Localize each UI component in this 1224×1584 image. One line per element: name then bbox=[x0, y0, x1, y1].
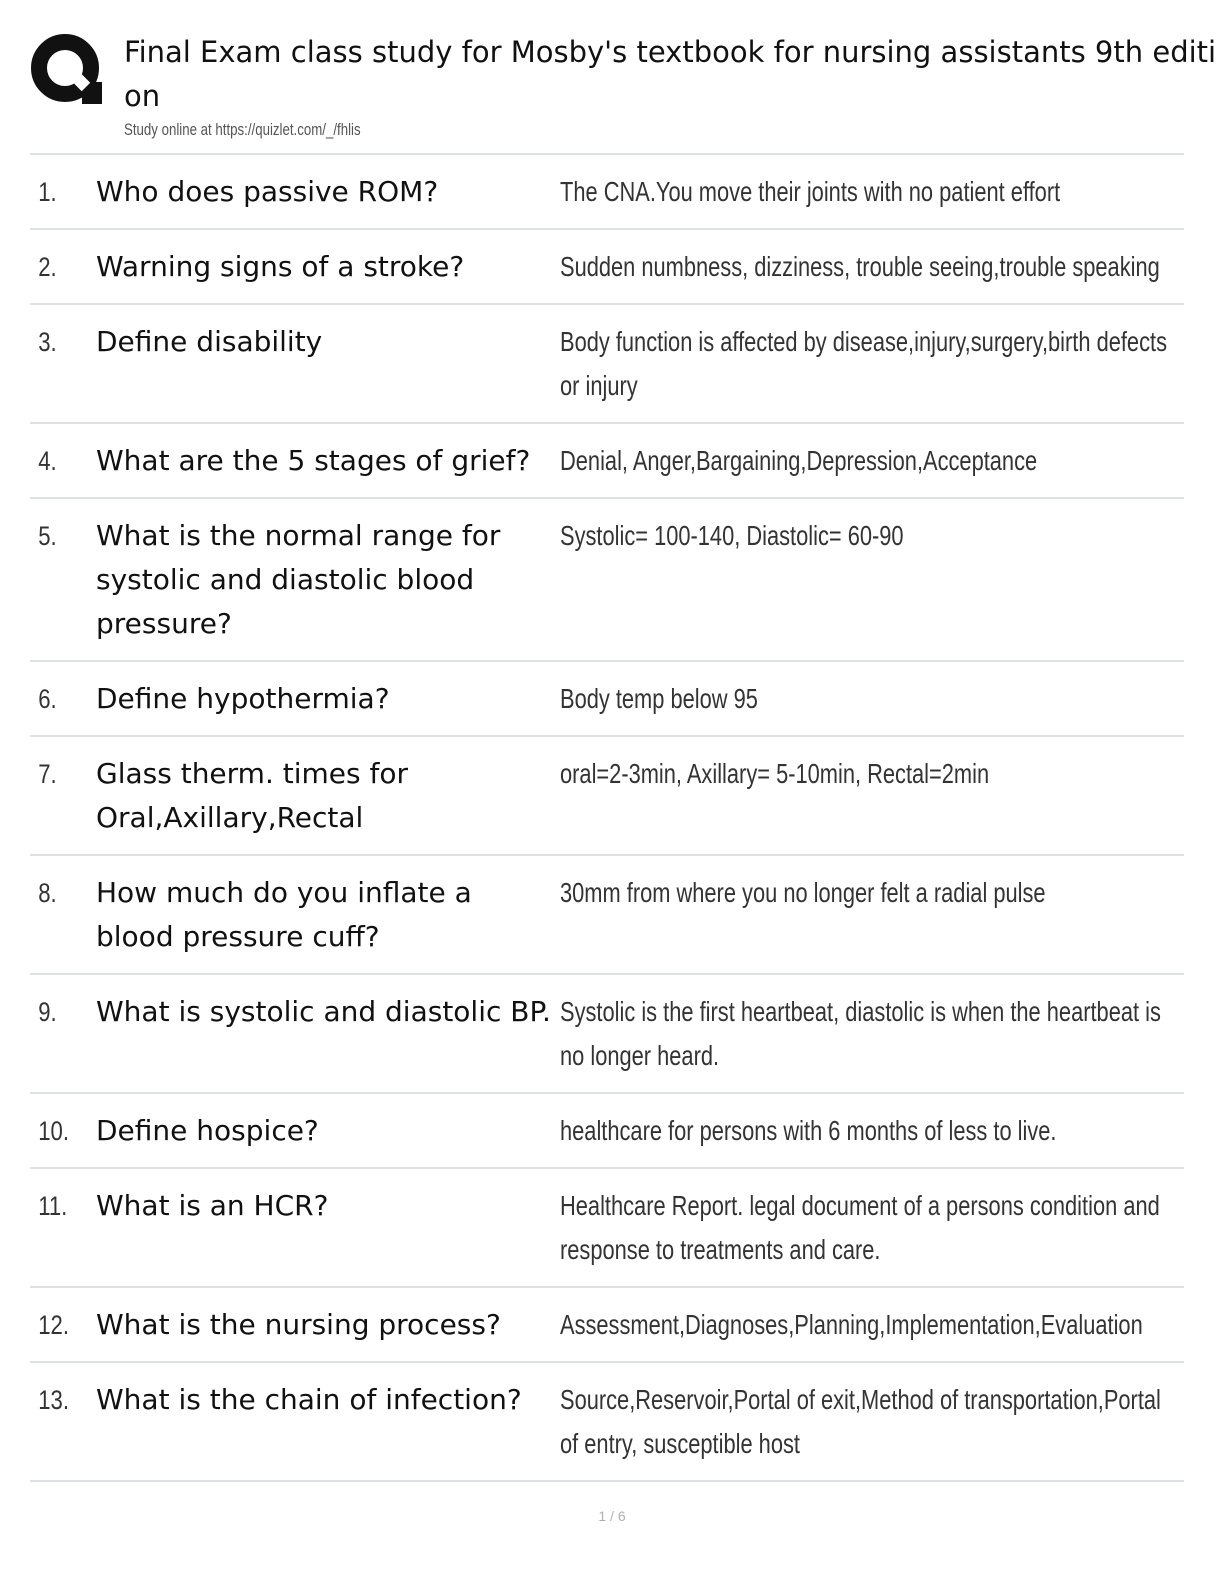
card-term: Define disability bbox=[96, 325, 323, 358]
card-definition-text: Systolic= 100-140, Diastolic= 60-90 bbox=[560, 520, 904, 551]
card-term: Who does passive ROM? bbox=[96, 175, 439, 208]
flashcard-row bbox=[30, 856, 1184, 975]
card-term: What is an HCR? bbox=[96, 1189, 329, 1222]
card-definition-text: Assessment,Diagnoses,Planning,Implementation,Evaluation bbox=[560, 1309, 1143, 1340]
card-definition-text: Healthcare Report. legal document of a persons condition and response to treatments and care. bbox=[560, 1190, 1160, 1265]
card-number: 6. bbox=[38, 684, 57, 714]
flashcard-row bbox=[30, 499, 1184, 662]
card-number: 13. bbox=[38, 1385, 69, 1415]
card-number: 2. bbox=[38, 252, 57, 282]
card-definition bbox=[560, 1184, 1184, 1272]
quizlet-logo-icon bbox=[30, 32, 104, 106]
card-definition bbox=[560, 677, 1184, 721]
page-number: 1 / 6 bbox=[598, 1508, 626, 1524]
flashcard-row bbox=[30, 424, 1184, 499]
card-term: How much do you inflate a blood pressure cuff? bbox=[96, 876, 472, 953]
card-number: 12. bbox=[38, 1310, 69, 1340]
flashcard-row bbox=[30, 230, 1184, 305]
card-definition bbox=[560, 871, 1184, 959]
card-definition bbox=[560, 320, 1184, 408]
card-definition-text: Body function is affected by disease,injury,surgery,birth defects or injury bbox=[560, 326, 1167, 401]
card-definition bbox=[560, 170, 1184, 214]
card-term: Glass therm. times for Oral,Axillary,Rectal bbox=[96, 757, 409, 834]
card-definition-text: Source,Reservoir,Portal of exit,Method of transportation,Portal of entry, susceptible host bbox=[560, 1384, 1161, 1459]
flashcard-row bbox=[30, 1094, 1184, 1169]
card-definition-text: Systolic is the first heartbeat, diastolic is when the heartbeat is no longer heard. bbox=[560, 996, 1161, 1071]
card-term: What is the normal range for systolic and diastolic blood pressure? bbox=[96, 519, 501, 640]
card-definition-text: The CNA.You move their joints with no patient effort bbox=[560, 176, 1061, 207]
card-term: What is systolic and diastolic BP. bbox=[96, 995, 551, 1028]
flashcard-row bbox=[30, 1363, 1184, 1482]
card-number: 11. bbox=[38, 1191, 68, 1221]
card-definition bbox=[560, 1109, 1184, 1153]
card-definition bbox=[560, 990, 1184, 1078]
card-definition-text: oral=2-3min, Axillary= 5-10min, Rectal=2min bbox=[560, 758, 990, 789]
flashcard-list bbox=[30, 153, 1184, 1482]
card-number: 1. bbox=[38, 177, 57, 207]
card-term: Define hypothermia? bbox=[96, 682, 390, 715]
flashcard-row bbox=[30, 155, 1184, 230]
flashcard-row bbox=[30, 305, 1184, 424]
page-title: Final Exam class study for Mosby's textbook for nursing assistants 9th edition bbox=[124, 35, 1217, 113]
card-term: What are the 5 stages of grief? bbox=[96, 444, 531, 477]
card-definition-text: 30mm from where you no longer felt a radial pulse bbox=[560, 877, 1046, 908]
card-number: 5. bbox=[38, 521, 57, 551]
card-term: What is the chain of infection? bbox=[96, 1383, 522, 1416]
card-term: Define hospice? bbox=[96, 1114, 319, 1147]
card-definition bbox=[560, 1303, 1184, 1347]
card-definition bbox=[560, 752, 1184, 840]
card-number: 10. bbox=[38, 1116, 69, 1146]
flashcard-row bbox=[30, 1288, 1184, 1363]
card-term: Warning signs of a stroke? bbox=[96, 250, 465, 283]
card-definition-text: Body temp below 95 bbox=[560, 683, 758, 714]
card-definition bbox=[560, 245, 1184, 289]
card-definition bbox=[560, 1378, 1184, 1466]
card-number: 3. bbox=[38, 327, 57, 357]
card-definition bbox=[560, 514, 1184, 646]
study-link[interactable]: Study online at https://quizlet.com/_/fhlis bbox=[124, 120, 361, 139]
card-definition bbox=[560, 439, 1184, 483]
card-number: 8. bbox=[38, 878, 57, 908]
card-definition-text: Denial, Anger,Bargaining,Depression,Acceptance bbox=[560, 445, 1038, 476]
flashcard-row bbox=[30, 975, 1184, 1094]
flashcard-row bbox=[30, 737, 1184, 856]
card-definition-text: Sudden numbness, dizziness, trouble seeing,trouble speaking bbox=[560, 251, 1160, 282]
flashcard-row bbox=[30, 662, 1184, 737]
card-number: 9. bbox=[38, 997, 57, 1027]
flashcard-row bbox=[30, 1169, 1184, 1288]
card-definition-text: healthcare for persons with 6 months of less to live. bbox=[560, 1115, 1057, 1146]
card-number: 7. bbox=[38, 759, 57, 789]
card-term: What is the nursing process? bbox=[96, 1308, 501, 1341]
card-number: 4. bbox=[38, 446, 57, 476]
